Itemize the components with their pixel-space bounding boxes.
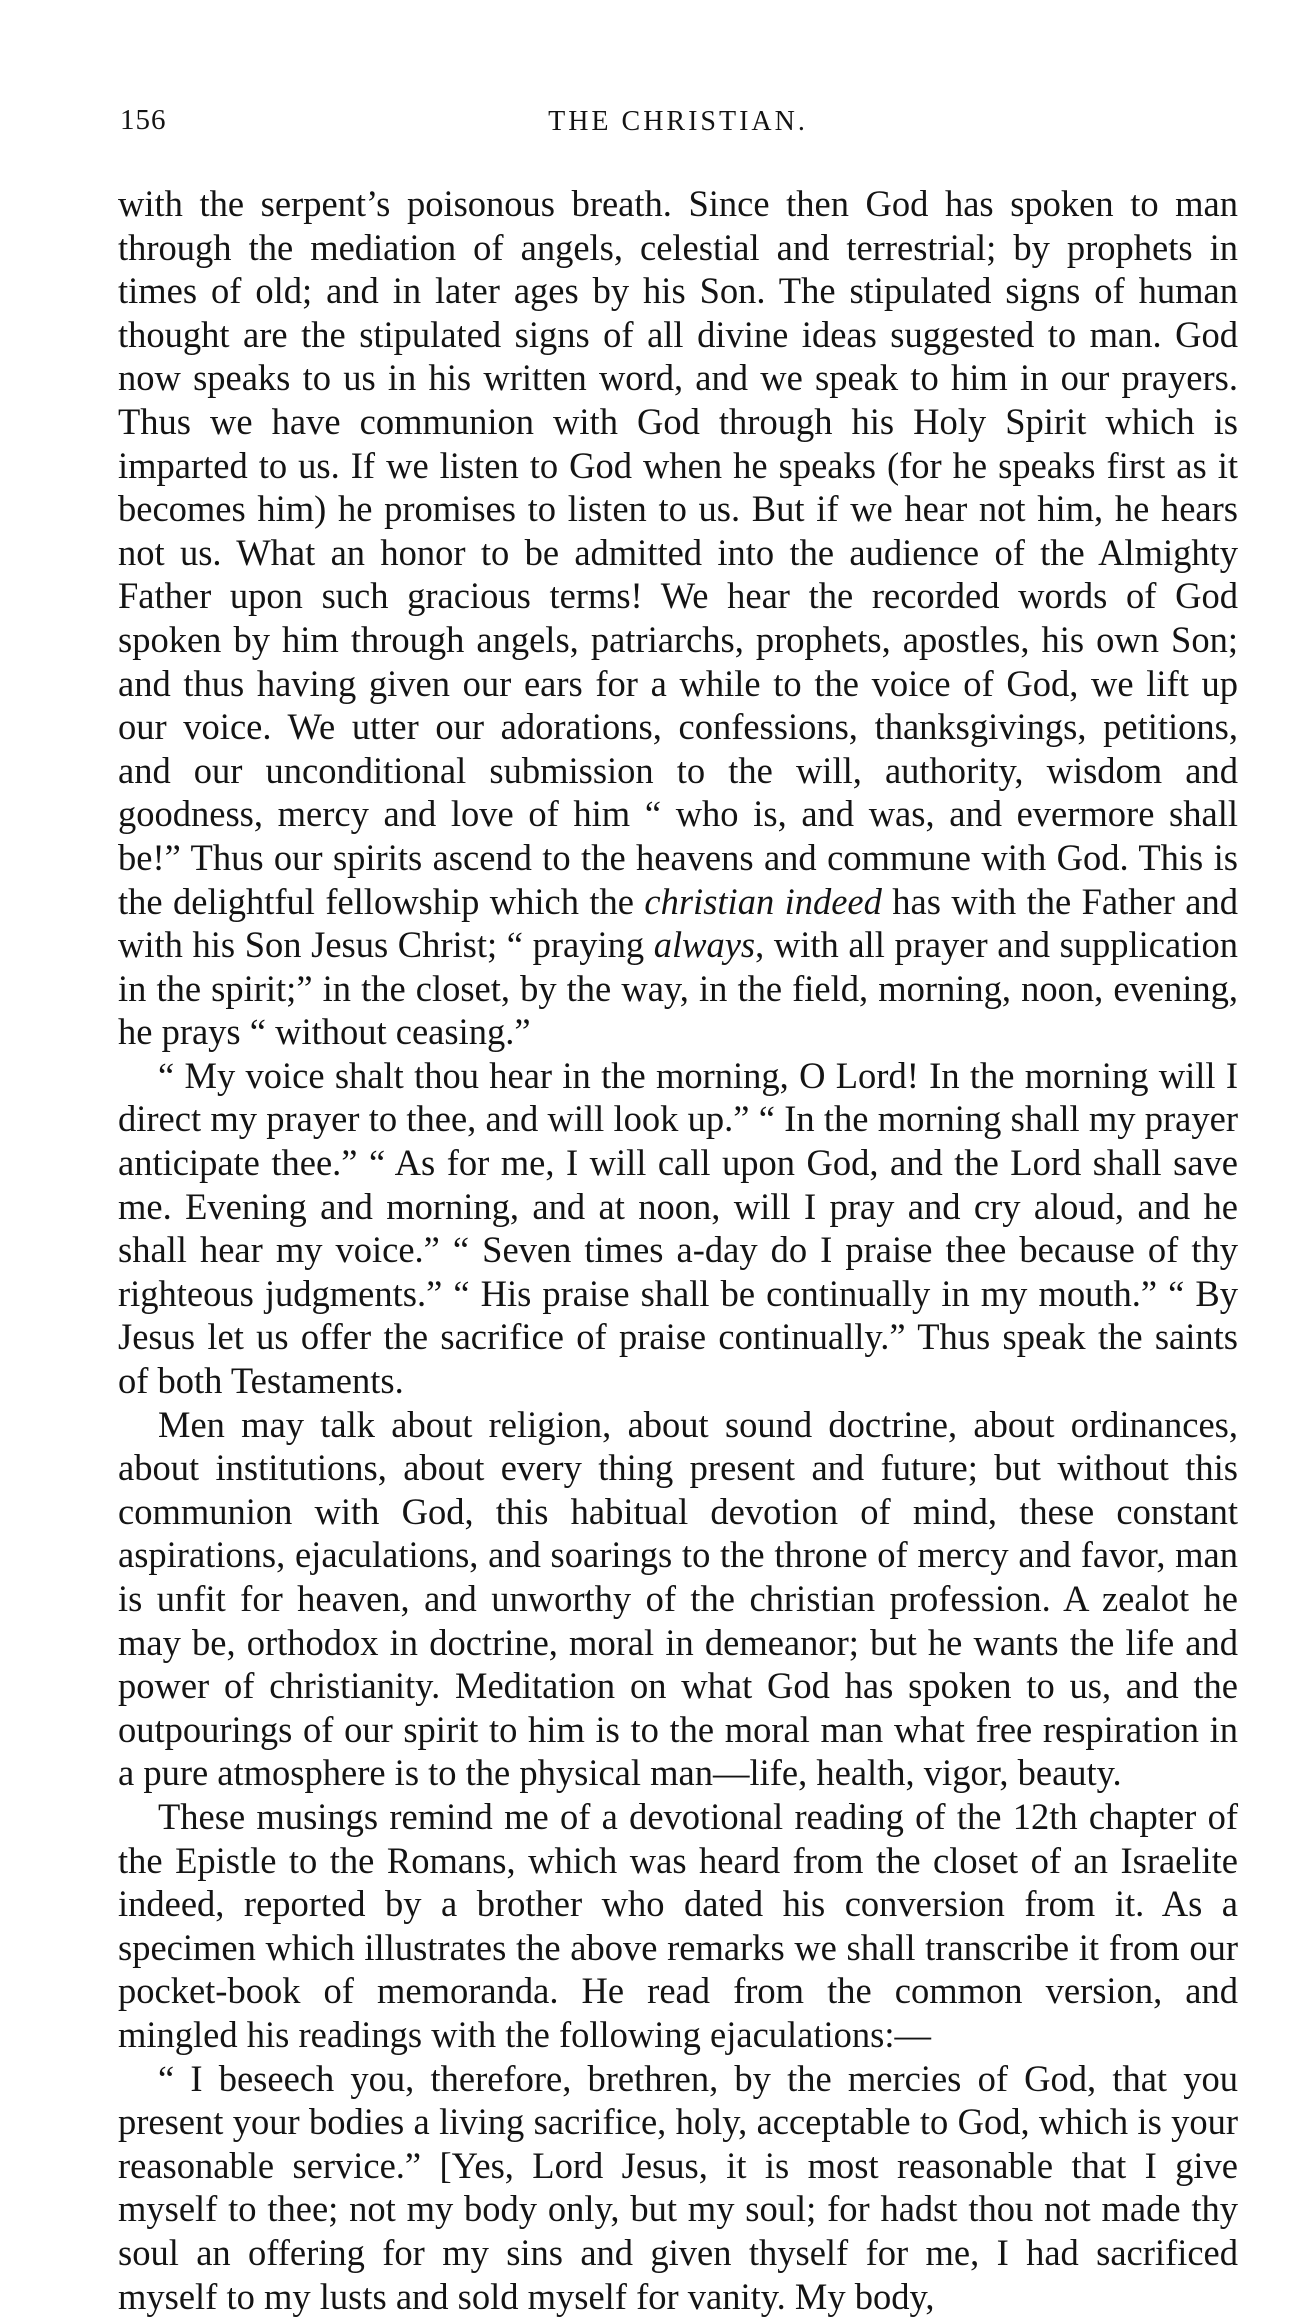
page-header [118,100,1238,160]
running-title: THE CHRISTIAN. [548,106,808,137]
paragraph: “ I beseech you, therefore, brethren, by the mercies of God, that you present your bodies a living sacrifice, holy, acceptable to God, which is your reasonable service.” [Yes, Lord Jesus, it is most reasonable that I give myself to thee; not my body only, but my soul; for hadst thou not made thy soul an offering for my sins and given thyself for me, I had sacrificed myself to my lusts and sold myself for vanity. My body, [118,2057,1238,2317]
text-segment: has with the Father and with his Son Jesus Christ; “ praying [118,880,1238,966]
text-segment: , with all prayer and supplication in the spirit;” in the closet, by the way, in the field, morning, noon, evening, he prays “ without ceasing.” [118,924,1238,1053]
paragraph-continuation [118,182,1238,1054]
paragraph: Men may talk about religion, about sound doctrine, about ordinances, about institutions, about every thing present and future; but without this communion with God, this habitual devotion of mind, these constant aspirations, ejaculations, and soarings to the throne of mercy and favor, man is unfit for heaven, and unworthy of the christian profession. A zealot he may be, orthodox in doctrine, moral in demeanor; but he wants the life and power of christianity. Meditation on what God has spoken to us, and the outpourings of our spirit to him is to the moral man what free respiration in a pure atmosphere is to the physical man—life, health, vigor, beauty. [118,1403,1238,1794]
italic-phrase: always [653,924,756,966]
italic-phrase: christian indeed [644,880,882,922]
body-text [118,182,1238,2318]
paragraph: “ My voice shalt thou hear in the morning, O Lord! In the morning will I direct my prayer to thee, and will look up.” “ In the morning shall my prayer anticipate thee.” “ As for me, I will call upon God, and the Lord shall save me. Evening and morning, and at noon, will I pray and cry aloud, and he shall hear my voice.” “ Seven times a-day do I praise thee because of thy righteous judgments.” “ His praise shall be continually in my mouth.” “ By Jesus let us offer the sacrifice of praise continually.” Thus speak the saints of both Testaments. [118,1054,1238,1402]
page-number: 156 [120,104,167,136]
book-page [118,100,1238,2317]
paragraph: These musings remind me of a devotional reading of the 12th chapter of the Epistle to the Romans, which was heard from the closet of an Israelite indeed, reported by a brother who dated his conversion from it. As a specimen which illustrates the above remarks we shall transcribe it from our pocket-book of memoranda. He read from the common version, and mingled his readings with the following ejaculations:— [118,1795,1238,2055]
text-segment: with the serpent’s poisonous breath. Since then God has spoken to man through the mediation of angels, celestial and terrestrial; by prophets in times of old; and in later ages by his Son. The stipulated signs of human thought are the stipulated signs of all divine ideas suggested to man. God now speaks to us in his written word, and we speak to him in our prayers. Thus we have communion with God through his Holy Spirit which is imparted to us. If we listen to God when he speaks (for he speaks first as it becomes him) he promises to listen to us. But if we hear not him, he hears not us. What an honor to be admitted into the audience of the Almighty Father upon such gracious terms! We hear the recorded words of God spoken by him through angels, patriarchs, prophets, apostles, his own Son; and thus having given our ears for a while to the voice of God, we lift up our voice. We utter our adorations, confessions, thanksgivings, petitions, and our unconditional submission to the will, authority, wisdom and goodness, mercy and love of him “ who is, and was, and evermore shall be!” Thus our spirits ascend to the heavens and commune with God. This is the delightful fellowship which the [118,183,1238,922]
